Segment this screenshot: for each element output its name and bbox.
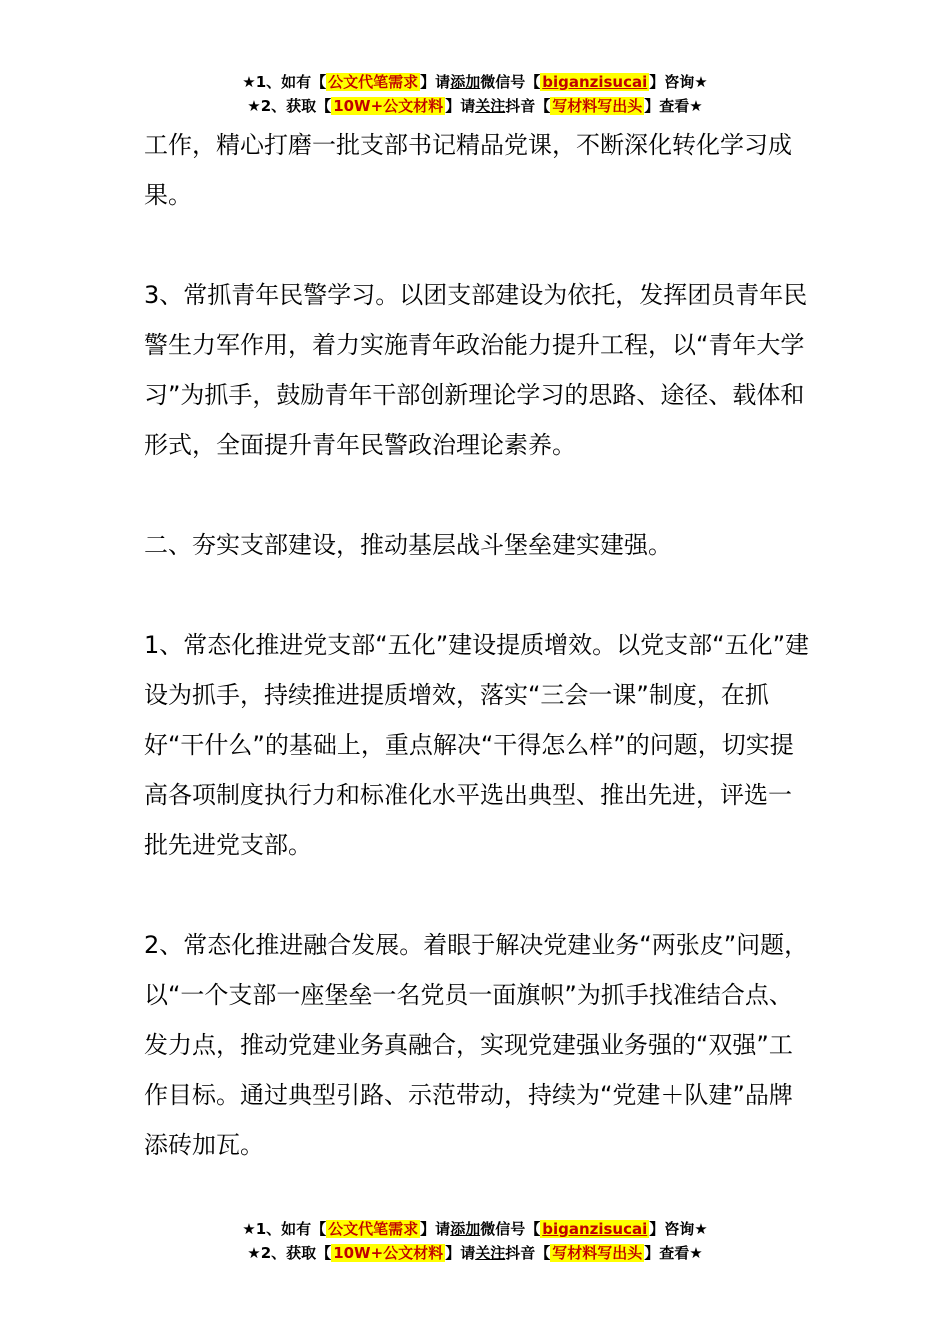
banner-line-2 — [0, 1241, 950, 1265]
banner-text: 】咨询★ — [649, 1220, 708, 1238]
banner-line-1 — [0, 1217, 950, 1241]
section-heading: 二、夯实支部建设，推动基层战斗堡垒建实建强。 — [144, 531, 672, 559]
banner-text: ★1、如有【 — [242, 73, 327, 91]
banner-underline: 添加 — [450, 1220, 481, 1238]
banner-text: 】查看★ — [644, 97, 703, 115]
banner-underline: 关注 — [475, 97, 506, 115]
paragraph: 1、常态化推进党支部“五化”建设提质增效。以党支部“五化”建设为抓手，持续推进提质增效，落实“三会一课”制度，在抓好“干什么”的基础上，重点解决“干得怎么样”的问题，切实提高各项制度执行力和标准化水平选出典型、推出先进，评选一批先进党支部。 — [144, 631, 810, 859]
banner-text: 】请 — [445, 97, 476, 115]
banner-text: 】请 — [420, 73, 451, 91]
paragraph: 工作，精心打磨一批支部书记精品党课，不断深化转化学习成果。 — [144, 131, 792, 209]
banner-highlight: 10W+公文材料 — [333, 1244, 444, 1262]
banner-underline: 添加 — [450, 73, 481, 91]
banner-text: 微信号【 — [480, 1220, 541, 1238]
banner-highlight: 10W+公文材料 — [333, 97, 444, 115]
banner-highlight: 公文代笔需求 — [328, 73, 419, 91]
banner-text: 】请 — [445, 1244, 476, 1262]
banner-highlight: 公文代笔需求 — [328, 1220, 419, 1238]
wechat-id: biganzisucai — [542, 1220, 648, 1238]
banner-line-2 — [0, 94, 950, 118]
banner-text: 】咨询★ — [649, 73, 708, 91]
douyin-account: 写材料写出头 — [552, 1244, 643, 1262]
banner-underline: 关注 — [475, 1244, 506, 1262]
header-banner — [0, 70, 950, 118]
document-body — [144, 120, 809, 1170]
banner-text: ★2、获取【 — [247, 1244, 332, 1262]
banner-line-1 — [0, 70, 950, 94]
banner-text: 】请 — [420, 1220, 451, 1238]
banner-text: 抖音【 — [505, 1244, 551, 1262]
footer-banner — [0, 1217, 950, 1265]
banner-text: 抖音【 — [505, 97, 551, 115]
banner-text: ★2、获取【 — [247, 97, 332, 115]
banner-text: ★1、如有【 — [242, 1220, 327, 1238]
paragraph: 2、常态化推进融合发展。着眼于解决党建业务“两张皮”问题，以“一个支部一座堡垒一名党员一面旗帜”为抓手找准结合点、发力点，推动党建业务真融合，实现党建强业务强的“双强”工作目标。通过典型引路、示范带动，持续为“党建＋队建”品牌添砖加瓦。 — [144, 931, 809, 1159]
banner-text: 】查看★ — [644, 1244, 703, 1262]
douyin-account: 写材料写出头 — [552, 97, 643, 115]
wechat-id: biganzisucai — [542, 73, 648, 91]
paragraph: 3、常抓青年民警学习。以团支部建设为依托，发挥团员青年民警生力军作用，着力实施青年政治能力提升工程，以“青年大学习”为抓手，鼓励青年干部创新理论学习的思路、途径、载体和形式，全面提升青年民警政治理论素养。 — [144, 281, 808, 459]
banner-text: 微信号【 — [480, 73, 541, 91]
